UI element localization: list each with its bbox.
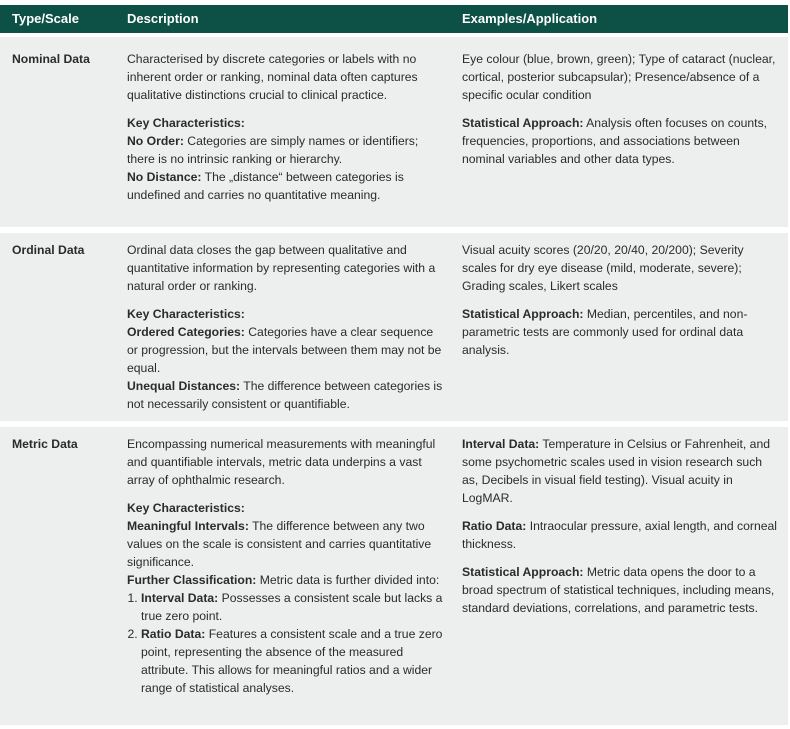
characteristic-item: No Order: Categories are simply names or identifiers; there is no intrinsic ranking or hierarchy. bbox=[127, 134, 419, 166]
statistical-approach: Statistical Approach: Median, percentiles, and non-parametric tests are commonly used for ordinal data analysis. bbox=[462, 307, 748, 357]
key-characteristics-title: Key Characteristics: bbox=[127, 307, 245, 321]
row-description-cell bbox=[127, 435, 447, 697]
row-examples-cell bbox=[462, 435, 778, 617]
characteristic-item: Further Classification: Metric data is further divided into: bbox=[127, 573, 440, 587]
header-description: Description bbox=[127, 11, 199, 26]
classification-list bbox=[127, 589, 447, 697]
key-characteristics-title: Key Characteristics: bbox=[127, 116, 245, 130]
table-header bbox=[0, 5, 788, 33]
row-description-cell bbox=[127, 50, 447, 204]
row-type-label: Nominal Data bbox=[12, 52, 90, 66]
description-text: Characterised by discrete categories or labels with no inherent order or ranking, nominal data often captures qualitative distinctions crucial to clinical practice. bbox=[127, 52, 418, 102]
statistical-approach: Statistical Approach: Analysis often focuses on counts, frequencies, proportions, and associations between nominal variables and other data types. bbox=[462, 116, 768, 166]
interval-example: Interval Data: Temperature in Celsius or Fahrenheit, and some psychometric scales used in vision research such as, Decibels in visual field testing). Visual acuity in LogMAR. bbox=[462, 437, 771, 505]
statistical-approach: Statistical Approach: Metric data opens the door to a broad spectrum of statistical techniques, including means, standard deviations, correlations, and parametric tests. bbox=[462, 565, 775, 615]
table-row-ordinal bbox=[0, 233, 788, 421]
examples-text: Eye colour (blue, brown, green); Type of cataract (nuclear, cortical, posterior subcapsular); Presence/absence of a specific ocular condition bbox=[462, 52, 776, 102]
characteristic-item: Meaningful Intervals: The difference between any two values on the scale is consistent and carries quantitative significance. bbox=[127, 519, 432, 569]
key-characteristics-title: Key Characteristics: bbox=[127, 501, 245, 515]
characteristic-item: Unequal Distances: The difference between categories is not necessarily consistent or quantifiable. bbox=[127, 379, 443, 411]
row-examples-cell bbox=[462, 50, 778, 168]
examples-text: Visual acuity scores (20/20, 20/40, 20/200); Severity scales for dry eye disease (mild, moderate, severe); Grading scales, Likert scales bbox=[462, 243, 744, 293]
header-type-scale: Type/Scale bbox=[12, 11, 79, 26]
description-text: Encompassing numerical measurements with meaningful and quantifiable intervals, metric data underpins a vast array of ophthalmic research. bbox=[127, 437, 436, 487]
row-examples-cell bbox=[462, 241, 778, 359]
characteristic-item: No Distance: The „distance“ between categories is undefined and carries no quantitative meaning. bbox=[127, 170, 404, 202]
row-type-label: Metric Data bbox=[12, 437, 78, 451]
list-item: 1. Interval Data: Possesses a consistent scale but lacks a true zero point. bbox=[141, 589, 447, 625]
table-row-nominal bbox=[0, 37, 788, 227]
list-item: 2. Ratio Data: Features a consistent scale and a true zero point, representing the absence of the measured attribute. This allows for meaningful ratios and a wider range of statistical analyses. bbox=[141, 625, 447, 697]
characteristic-item: Ordered Categories: Categories have a clear sequence or progression, but the intervals between them may not be equal. bbox=[127, 325, 442, 375]
description-text: Ordinal data closes the gap between qualitative and quantitative information by representing categories with a natural order or ranking. bbox=[127, 243, 436, 293]
header-examples: Examples/Application bbox=[462, 11, 598, 26]
row-type-label: Ordinal Data bbox=[12, 243, 85, 257]
table-row-metric bbox=[0, 427, 788, 725]
row-description-cell bbox=[127, 241, 447, 413]
ratio-example: Ratio Data: Intraocular pressure, axial length, and corneal thickness. bbox=[462, 519, 778, 551]
